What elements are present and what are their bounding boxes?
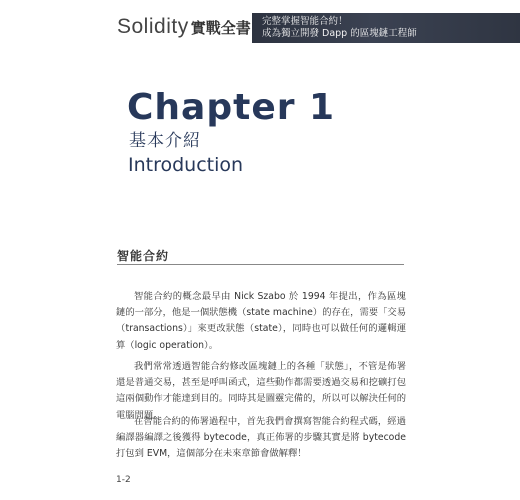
paragraph-3: 在智能合約的佈署過程中，首先我們會撰寫智能合約程式碼，經過編譯器編譯之後獲得 bytecode，真正佈署的步驟其實是將 bytecode 打包到 EVM，這個部分在未來章節會做解釋！ bbox=[116, 416, 406, 460]
paragraph-2: 我們常常透過智能合約修改區塊鏈上的各種「狀態」，不管是佈署還是普通交易，甚至是呼叫函式，這些動作都需要透過交易和挖礦打包這兩個動作才能達到目的。同時其是圖靈完備的，所以可以解決任何的電腦問題。 bbox=[116, 361, 406, 421]
chapter-subtitle-zh: 基本介紹 bbox=[129, 131, 201, 151]
paragraph-1: 智能合約的概念最早由 Nick Szabo 於 1994 年提出，作為區塊鏈的一部分，他是一個狀態機（state machine）的存在，需要「交易（transactions）」來更改狀態（state），同時也可以做任何的邏輯運算（logic operation）。 bbox=[116, 291, 406, 351]
chapter-subtitle-en: Introduction bbox=[128, 154, 244, 176]
page-number: 1-2 bbox=[116, 475, 131, 485]
book-brand bbox=[117, 15, 251, 39]
section-heading: 智能合約 bbox=[117, 249, 170, 263]
tagline-line-2: 成為獨立開發 Dapp 的區塊鏈工程師 bbox=[262, 28, 417, 39]
tagline-line-1: 完整掌握智能合約！ bbox=[262, 16, 348, 27]
brand-subtitle: 實戰全書 bbox=[190, 19, 251, 37]
chapter-title: Chapter 1 bbox=[127, 87, 336, 128]
brand-name: Solidity bbox=[117, 15, 189, 38]
header-tagline-box bbox=[252, 13, 520, 43]
section-divider bbox=[117, 264, 404, 265]
